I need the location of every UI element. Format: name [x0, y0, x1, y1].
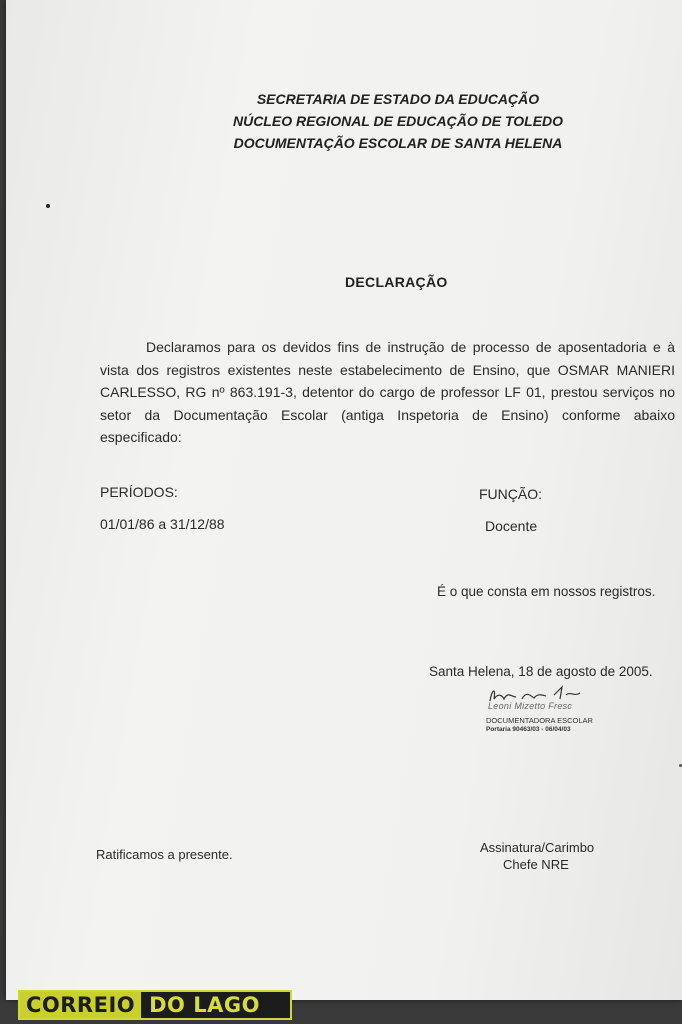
letterhead-line-3: DOCUMENTAÇÃO ESCOLAR DE SANTA HELENA — [233, 135, 563, 151]
stamp-portaria: Portaria 90463/03 - 06/04/03 — [486, 726, 571, 733]
logo-part-1: CORREIO — [20, 992, 141, 1018]
signature-role: Chefe NRE — [503, 857, 569, 872]
signature-label: Assinatura/Carimbo — [480, 840, 595, 855]
closing-statement: É o que consta em nossos registros. — [437, 584, 656, 599]
correio-do-lago-logo — [18, 990, 292, 1020]
period-value: 01/01/86 a 31/12/88 — [100, 516, 225, 532]
function-value: Docente — [485, 518, 538, 534]
declaration-body: Declaramos para os devidos fins de instrução de processo de aposentadoria e à vista dos registros existentes neste estabelecimento de Ensino, que OSMAR MANIERI CARLESSO, RG nº 863.191-3, detentor do cargo de professor LF 01, prestou serviços no setor da Documentação Escolar (antiga Inspetoria de Ensino) conforme abaixo especificado: — [100, 339, 675, 445]
function-label: FUNÇÃO: — [479, 486, 542, 502]
signature-stamp — [484, 683, 614, 739]
letterhead-line-2: NÚCLEO REGIONAL DE EDUCAÇÃO DE TOLEDO — [232, 113, 564, 129]
place-date: Santa Helena, 18 de agosto de 2005. — [429, 664, 653, 679]
document-title: DECLARAÇÃO — [345, 274, 448, 290]
stamp-name: Leoni Mizetto Fresc — [488, 701, 573, 711]
periods-label: PERÍODOS: — [100, 484, 178, 500]
letterhead-line-1: SECRETARIA DE ESTADO DA EDUCAÇÃO — [256, 91, 540, 107]
letterhead — [0, 88, 682, 154]
ink-dot — [46, 204, 50, 208]
stamp-role: DOCUMENTADORA ESCOLAR — [486, 716, 593, 725]
ratify-text: Ratificamos a presente. — [96, 847, 233, 862]
logo-part-2: DO LAGO — [149, 993, 260, 1017]
